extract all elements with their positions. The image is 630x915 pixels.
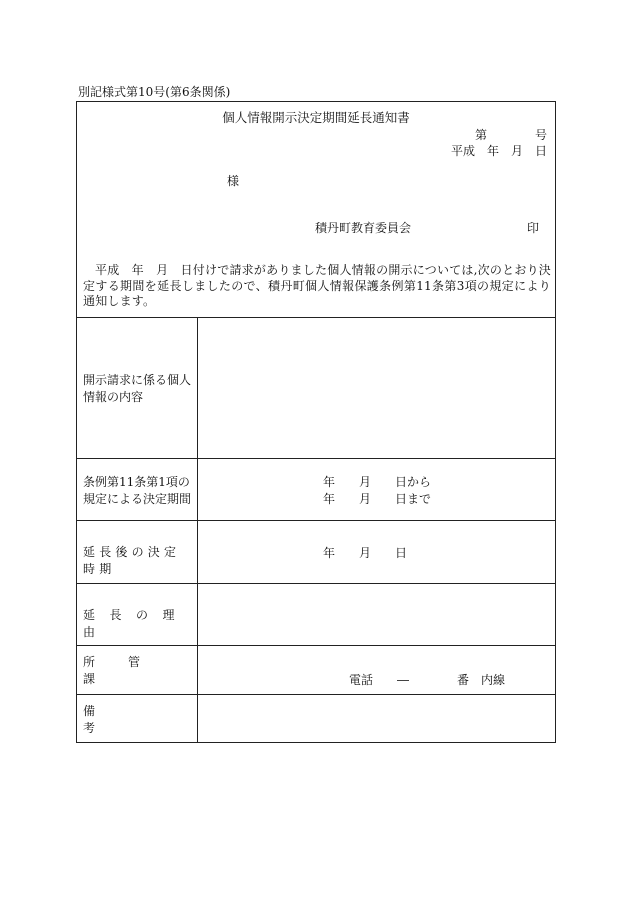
extended-date-value: 年 月 日 [323,546,408,560]
row-divider [77,583,555,584]
addressee-field: 様 [227,174,240,188]
notice-body: 平成 年 月 日付けで請求がありました個人情報の開示については,次のとおり決定する期間を延長しましたので、積丹町個人情報保護条例第11条第3項の規定により通知します。 [83,263,551,308]
row-divider [77,645,555,646]
form-reference: 別記様式第10号(第6条関係) [78,85,231,99]
row-label-decision-period: 条例第11条第1項の規定による決定期間 [83,475,192,506]
row-label-department: 所管課 [83,655,174,686]
table-top-border [77,317,555,318]
label-text: 延長後の決定時期 [83,545,181,576]
period-from: 年 月 日から [323,475,432,489]
document-title: 個人情報開示決定期間延長通知書 [222,110,410,125]
notice-form [76,101,556,743]
label-column-divider [197,317,198,743]
row-label-requested-info: 開示請求に係る個人情報の内容 [83,373,192,404]
issuer-name: 積丹町教育委員会 [315,221,412,235]
document-number: 第 号 [474,128,547,142]
row-label-remarks: 備考 [83,704,182,735]
phone-line: 電話 ― 番 内線 [349,673,506,687]
row-divider [77,694,555,695]
period-to: 年 月 日まで [323,492,432,506]
row-divider [77,458,555,459]
row-divider [77,520,555,521]
document-date: 平成 年 月 日 [450,144,547,158]
row-label-extended-date [83,544,193,578]
row-label-extension-reason: 延長の理由 [83,608,190,639]
seal-mark: 印 [526,221,539,235]
